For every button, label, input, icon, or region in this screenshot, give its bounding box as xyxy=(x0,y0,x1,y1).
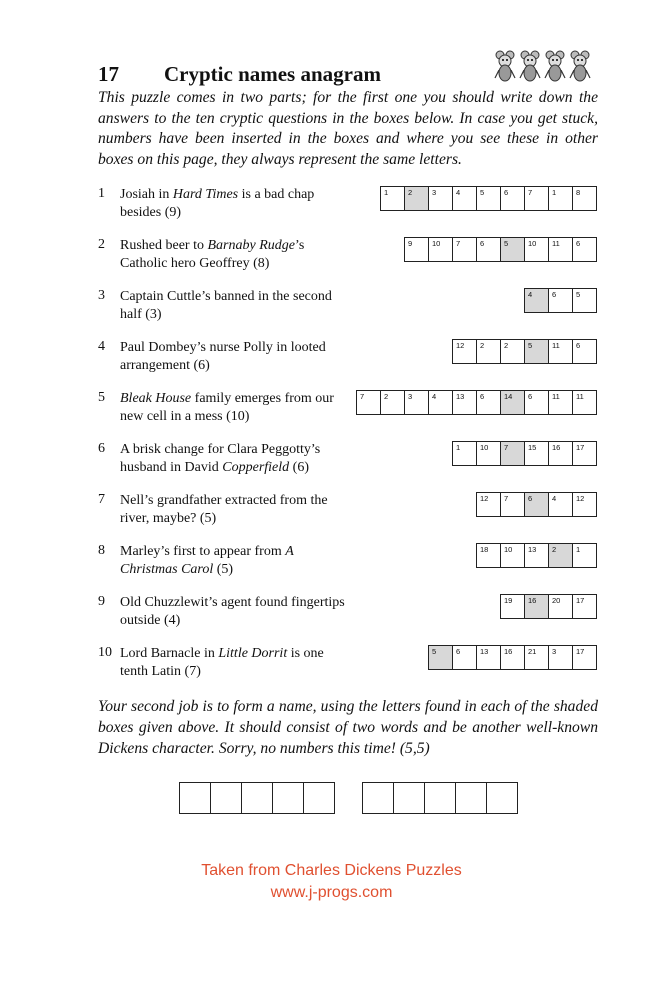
letter-box[interactable] xyxy=(452,441,477,466)
answer-grid[interactable] xyxy=(476,492,597,517)
letter-box[interactable] xyxy=(548,441,573,466)
box-number: 13 xyxy=(528,545,537,554)
mouse-icon xyxy=(545,51,565,81)
answer-grid[interactable] xyxy=(380,186,597,211)
letter-box[interactable] xyxy=(572,186,597,211)
box-number: 10 xyxy=(528,239,537,248)
box-number: 2 xyxy=(552,545,557,554)
box-number: 7 xyxy=(504,443,509,452)
answer-word-2[interactable] xyxy=(362,782,518,814)
clue-title-italic: Hard Times xyxy=(172,187,239,202)
letter-box[interactable] xyxy=(476,492,501,517)
letter-box[interactable] xyxy=(524,543,549,568)
answer-letter-box[interactable] xyxy=(272,782,304,814)
clue-fragment: Paul Dombey’s nurse Polly in looted arrangement (6) xyxy=(120,340,326,373)
box-number: 17 xyxy=(576,443,585,452)
letter-box[interactable] xyxy=(380,186,405,211)
box-number: 4 xyxy=(432,392,437,401)
clue-fragment: Marley’s first to appear from xyxy=(120,544,286,559)
letter-box[interactable] xyxy=(452,390,477,415)
letter-box[interactable] xyxy=(524,645,549,670)
box-number: 8 xyxy=(576,188,581,197)
box-number: 7 xyxy=(456,239,461,248)
clue-fragment: Old Chuzzlewit’s agent found fingertips outside (4) xyxy=(120,595,345,628)
letter-box[interactable] xyxy=(572,237,597,262)
box-number: 20 xyxy=(552,596,561,605)
letter-box[interactable] xyxy=(524,186,549,211)
box-number: 11 xyxy=(552,239,560,248)
box-number: 2 xyxy=(408,188,413,197)
shaded-letter-box[interactable] xyxy=(524,339,549,364)
letter-box[interactable] xyxy=(548,237,573,262)
letter-box[interactable] xyxy=(548,594,573,619)
clue-fragment: Captain Cuttle’s banned in the second half (3) xyxy=(120,289,332,322)
letter-box[interactable] xyxy=(572,543,597,568)
clue-text xyxy=(120,390,345,425)
letter-box[interactable] xyxy=(572,645,597,670)
letter-box[interactable] xyxy=(572,441,597,466)
box-number: 15 xyxy=(528,443,537,452)
box-number: 21 xyxy=(528,647,537,656)
answer-grid[interactable] xyxy=(428,645,597,670)
box-number: 13 xyxy=(480,647,489,656)
clue-text xyxy=(120,492,345,527)
box-number: 16 xyxy=(504,647,513,656)
letter-box[interactable] xyxy=(404,237,429,262)
letter-box[interactable] xyxy=(476,441,501,466)
clue-fragment: Lord Barnacle in xyxy=(120,646,219,661)
answer-letter-box[interactable] xyxy=(362,782,394,814)
box-number: 1 xyxy=(576,545,581,554)
clue-fragment: family emerges from our new cell in a mess (10) xyxy=(120,391,334,424)
answer-letter-box[interactable] xyxy=(303,782,335,814)
box-number: 5 xyxy=(504,239,509,248)
box-number: 18 xyxy=(480,545,489,554)
clue-title-italic: Bleak House xyxy=(120,391,192,406)
letter-box[interactable] xyxy=(476,645,501,670)
box-number: 6 xyxy=(528,392,533,401)
answer-letter-box[interactable] xyxy=(210,782,242,814)
letter-box[interactable] xyxy=(572,492,597,517)
letter-box[interactable] xyxy=(572,390,597,415)
clue-title-italic: A Christmas Carol xyxy=(120,544,294,577)
box-number: 6 xyxy=(456,647,461,656)
box-number: 11 xyxy=(552,341,560,350)
box-number: 3 xyxy=(432,188,437,197)
box-number: 17 xyxy=(576,596,585,605)
letter-box[interactable] xyxy=(524,237,549,262)
box-number: 11 xyxy=(576,392,584,401)
letter-box[interactable] xyxy=(500,339,525,364)
box-number: 4 xyxy=(552,494,557,503)
box-number: 1 xyxy=(552,188,557,197)
box-number: 7 xyxy=(504,494,509,503)
shaded-letter-box[interactable] xyxy=(404,186,429,211)
shaded-letter-box[interactable] xyxy=(428,645,453,670)
letter-box[interactable] xyxy=(428,186,453,211)
box-number: 6 xyxy=(504,188,509,197)
box-number: 2 xyxy=(504,341,509,350)
clue-text xyxy=(120,645,345,680)
clue-fragment: (6) xyxy=(289,459,309,475)
box-number: 5 xyxy=(576,290,581,299)
letter-box[interactable] xyxy=(500,645,525,670)
box-number: 6 xyxy=(528,494,533,503)
clue-number: 1 xyxy=(98,186,105,201)
box-number: 5 xyxy=(480,188,485,197)
box-number: 10 xyxy=(504,545,513,554)
clue-fragment: is one tenth Latin (7) xyxy=(120,646,324,679)
answer-grid[interactable] xyxy=(500,594,597,619)
box-number: 5 xyxy=(432,647,437,656)
clue-number: 8 xyxy=(98,543,105,558)
shaded-letter-box[interactable] xyxy=(524,492,549,517)
answer-grid[interactable] xyxy=(452,339,597,364)
box-number: 1 xyxy=(456,443,461,452)
difficulty-rating xyxy=(494,48,598,84)
letter-box[interactable] xyxy=(548,186,573,211)
footer-link[interactable]: www.j-progs.com xyxy=(270,884,393,901)
answer-letter-box[interactable] xyxy=(241,782,273,814)
answer-grid[interactable] xyxy=(404,237,597,262)
clue-fragment: (5) xyxy=(213,561,234,577)
clue-text xyxy=(120,288,345,323)
box-number: 16 xyxy=(552,443,561,452)
box-number: 12 xyxy=(576,494,585,503)
answer-letter-box[interactable] xyxy=(179,782,211,814)
intro-text: This puzzle comes in two parts; for the first one you should write down the answers to the ten cryptic questions in the boxes below. In case you get stuck, numbers have been inserted in the boxes and where you see these in other boxes on this page, they always represent the same letters. xyxy=(98,89,598,168)
clue-title-italic: Barnaby Rudge xyxy=(207,238,295,253)
box-number: 12 xyxy=(456,341,465,350)
letter-box[interactable] xyxy=(500,543,525,568)
clue-number: 3 xyxy=(98,288,105,303)
box-number: 1 xyxy=(384,188,389,197)
letter-box[interactable] xyxy=(548,492,573,517)
answer-letter-box[interactable] xyxy=(455,782,487,814)
letter-box[interactable] xyxy=(476,237,501,262)
letter-box[interactable] xyxy=(524,441,549,466)
box-number: 4 xyxy=(456,188,461,197)
clue-title-italic: Little Dorrit xyxy=(218,646,288,661)
puzzle-title: Cryptic names anagram xyxy=(164,62,381,86)
shaded-letter-box[interactable] xyxy=(524,288,549,313)
box-number: 6 xyxy=(480,392,485,401)
answer-letter-box[interactable] xyxy=(393,782,425,814)
box-number: 12 xyxy=(480,494,489,503)
answer-grid[interactable] xyxy=(356,390,597,415)
clue-text xyxy=(120,237,345,272)
box-number: 3 xyxy=(552,647,557,656)
letter-box[interactable] xyxy=(524,390,549,415)
letter-box[interactable] xyxy=(548,288,573,313)
letter-box[interactable] xyxy=(476,390,501,415)
clue-number: 10 xyxy=(98,645,112,660)
shaded-letter-box[interactable] xyxy=(500,237,525,262)
clue-number: 7 xyxy=(98,492,105,507)
answer-letter-box[interactable] xyxy=(424,782,456,814)
letter-box[interactable] xyxy=(452,186,477,211)
clue-number: 4 xyxy=(98,339,105,354)
clue-title-italic: Copperfield xyxy=(222,459,290,475)
letter-box[interactable] xyxy=(356,390,381,415)
puzzle-number: 17 xyxy=(98,62,119,86)
clue-number: 9 xyxy=(98,594,105,609)
mouse-icon xyxy=(570,51,590,81)
letter-box[interactable] xyxy=(452,237,477,262)
shaded-letter-box[interactable] xyxy=(500,390,525,415)
box-number: 14 xyxy=(504,392,513,401)
box-number: 7 xyxy=(360,392,365,401)
clue-fragment: Josiah in xyxy=(120,187,173,202)
letter-box[interactable] xyxy=(404,390,429,415)
letter-box[interactable] xyxy=(476,543,501,568)
clue-number: 5 xyxy=(98,390,105,405)
box-number: 10 xyxy=(480,443,489,452)
letter-box[interactable] xyxy=(500,186,525,211)
letter-box[interactable] xyxy=(572,594,597,619)
letter-box[interactable] xyxy=(428,237,453,262)
answer-grid[interactable] xyxy=(452,441,597,466)
clue-number: 6 xyxy=(98,441,105,456)
letter-box[interactable] xyxy=(452,339,477,364)
clue-text xyxy=(120,594,345,629)
letter-box[interactable] xyxy=(548,390,573,415)
box-number: 7 xyxy=(528,188,533,197)
letter-box[interactable] xyxy=(500,594,525,619)
clue-fragment: Nell’s grandfather extracted from the river, maybe? (5) xyxy=(120,493,328,526)
clue-text xyxy=(120,543,345,578)
clue-text xyxy=(120,339,345,374)
box-number: 3 xyxy=(408,392,413,401)
box-number: 16 xyxy=(528,596,537,605)
footer-source: Taken from Charles Dickens Puzzles xyxy=(201,862,462,879)
mouse-icon xyxy=(495,51,515,81)
letter-box[interactable] xyxy=(572,339,597,364)
answer-grid[interactable] xyxy=(524,288,597,313)
box-number: 11 xyxy=(552,392,560,401)
box-number: 6 xyxy=(576,341,581,350)
letter-box[interactable] xyxy=(500,492,525,517)
clue-text xyxy=(120,441,345,476)
clue-text xyxy=(120,186,345,221)
shaded-letter-box[interactable] xyxy=(524,594,549,619)
box-number: 9 xyxy=(408,239,413,248)
puzzle-header xyxy=(98,60,598,90)
letter-box[interactable] xyxy=(548,339,573,364)
box-number: 10 xyxy=(432,239,441,248)
clue-fragment: is a bad chap besides (9) xyxy=(120,187,315,220)
clue-fragment: A brisk change for Clara Peggotty’s husband in David xyxy=(120,442,321,475)
shaded-letter-box[interactable] xyxy=(548,543,573,568)
box-number: 2 xyxy=(384,392,389,401)
letter-box[interactable] xyxy=(380,390,405,415)
box-number: 17 xyxy=(576,647,585,656)
answer-letter-box[interactable] xyxy=(486,782,518,814)
letter-box[interactable] xyxy=(548,645,573,670)
box-number: 6 xyxy=(576,239,581,248)
box-number: 6 xyxy=(480,239,485,248)
letter-box[interactable] xyxy=(452,645,477,670)
clue-number: 2 xyxy=(98,237,105,252)
letter-box[interactable] xyxy=(572,288,597,313)
letter-box[interactable] xyxy=(476,186,501,211)
mouse-icon xyxy=(520,51,540,81)
box-number: 19 xyxy=(504,596,513,605)
box-number: 6 xyxy=(552,290,557,299)
letter-box[interactable] xyxy=(428,390,453,415)
box-number: 5 xyxy=(528,341,533,350)
clue-fragment: Rushed beer to xyxy=(120,238,208,253)
answer-word-1[interactable] xyxy=(179,782,335,814)
clue-fragment: ’s Catholic hero Geoffrey (8) xyxy=(120,238,305,271)
box-number: 13 xyxy=(456,392,465,401)
letter-box[interactable] xyxy=(476,339,501,364)
second-part-instructions: Your second job is to form a name, using the letters found in each of the shaded boxes given above. It should consist of two words and be another well-known Dickens character. Sorry, no numbers this time! (5,5) xyxy=(98,698,598,757)
answer-grid[interactable] xyxy=(476,543,597,568)
box-number: 4 xyxy=(528,290,533,299)
box-number: 2 xyxy=(480,341,485,350)
shaded-letter-box[interactable] xyxy=(500,441,525,466)
